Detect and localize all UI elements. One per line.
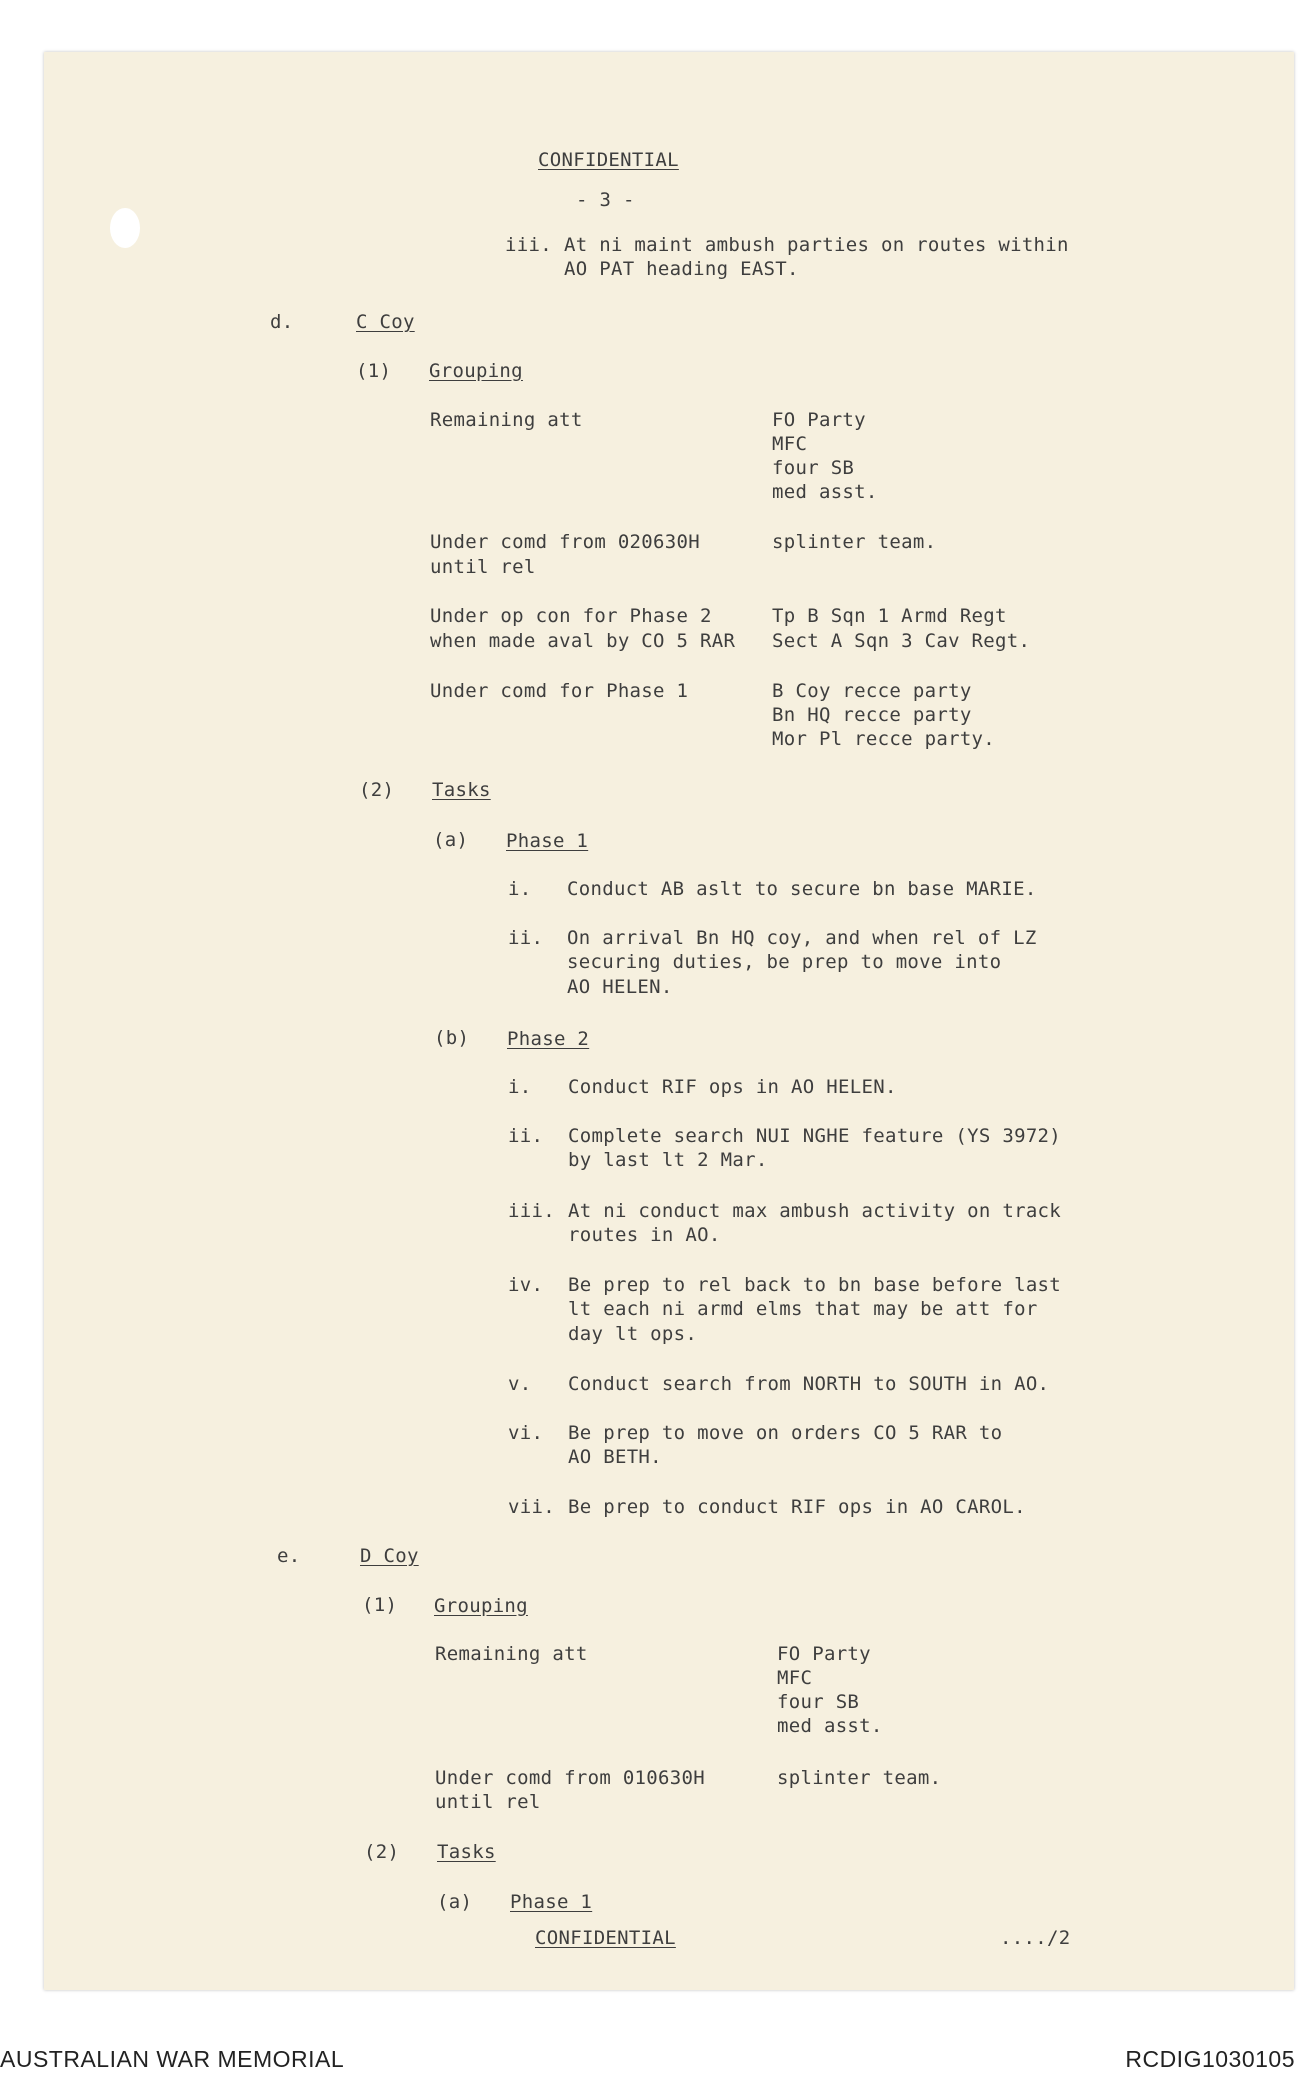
item-number: vii. — [508, 1496, 555, 1518]
grouping-label: Under comd from 010630H — [435, 1767, 705, 1789]
phase-title: Phase 2 — [507, 1028, 590, 1050]
item-number: iv. — [508, 1274, 544, 1296]
item-line: Complete search NUI NGHE feature (YS 3972) — [568, 1125, 1062, 1147]
grouping-value: MFC — [777, 1667, 813, 1689]
grouping-value: MFC — [772, 433, 808, 455]
subsection-title: Tasks — [437, 1841, 496, 1863]
item-number: iii. — [508, 1200, 555, 1222]
item-line: On arrival Bn HQ coy, and when rel of LZ — [567, 927, 1037, 949]
item-number: v. — [508, 1373, 532, 1395]
subsection-number: (2) — [359, 779, 395, 801]
grouping-label: Under comd from 020630H — [430, 531, 700, 553]
grouping-label: Under op con for Phase 2 — [430, 605, 712, 627]
grouping-value: Mor Pl recce party. — [772, 728, 996, 750]
item-number: iii. — [505, 234, 552, 256]
subsection-number: (2) — [364, 1841, 400, 1863]
subsection-number: (1) — [362, 1594, 398, 1616]
section-title: D Coy — [360, 1545, 419, 1567]
item-line: Conduct AB aslt to secure bn base MARIE. — [567, 878, 1037, 900]
item-line: AO BETH. — [568, 1446, 662, 1468]
item-number: i. — [508, 1076, 532, 1098]
phase-title: Phase 1 — [506, 830, 589, 852]
phase-number: (a) — [433, 829, 469, 851]
grouping-label: Remaining att — [435, 1643, 588, 1665]
grouping-label: until rel — [435, 1791, 541, 1813]
item-line: Conduct RIF ops in AO HELEN. — [568, 1076, 897, 1098]
phase-number: (a) — [437, 1891, 473, 1913]
item-line: lt each ni armd elms that may be att for — [568, 1298, 1038, 1320]
item-number: ii. — [508, 927, 544, 949]
grouping-value: FO Party — [772, 409, 866, 431]
item-line: AO HELEN. — [567, 976, 673, 998]
grouping-label: Remaining att — [430, 409, 583, 431]
grouping-label: until rel — [430, 556, 536, 578]
subsection-title: Grouping — [429, 360, 523, 382]
grouping-value: splinter team. — [772, 531, 937, 553]
grouping-value: med asst. — [777, 1715, 883, 1737]
item-line: Be prep to rel back to bn base before last — [568, 1274, 1062, 1296]
grouping-value: Sect A Sqn 3 Cav Regt. — [772, 630, 1031, 652]
punch-hole — [110, 208, 140, 248]
item-line: At ni conduct max ambush activity on track — [568, 1200, 1062, 1222]
item-line: by last lt 2 Mar. — [568, 1149, 768, 1171]
grouping-value: Bn HQ recce party — [772, 704, 972, 726]
item-number: ii. — [508, 1125, 544, 1147]
subsection-number: (1) — [356, 360, 392, 382]
grouping-value: splinter team. — [777, 1767, 942, 1789]
classification-footer: CONFIDENTIAL — [535, 1927, 676, 1949]
item-number: i. — [508, 878, 532, 900]
phase-number: (b) — [434, 1027, 470, 1049]
archive-credit: AUSTRALIAN WAR MEMORIAL — [0, 2046, 345, 2072]
item-line: Be prep to conduct RIF ops in AO CAROL. — [568, 1496, 1026, 1518]
grouping-value: four SB — [772, 457, 855, 479]
document-page — [44, 52, 1294, 1990]
subsection-title: Grouping — [434, 1595, 528, 1617]
continuation-mark: ..../2 — [1000, 1927, 1071, 1949]
subsection-title: Tasks — [432, 779, 491, 801]
item-line: Conduct search from NORTH to SOUTH in AO. — [568, 1373, 1050, 1395]
grouping-value: B Coy recce party — [772, 680, 972, 702]
item-line: Be prep to move on orders CO 5 RAR to — [568, 1422, 1003, 1444]
grouping-value: FO Party — [777, 1643, 871, 1665]
section-title: C Coy — [356, 311, 415, 333]
grouping-value: four SB — [777, 1691, 860, 1713]
grouping-value: med asst. — [772, 481, 878, 503]
item-line: day lt ops. — [568, 1323, 698, 1345]
archive-id: RCDIG1030105 — [1125, 2046, 1295, 2072]
classification-header: CONFIDENTIAL — [538, 149, 679, 171]
page-number: - 3 - — [576, 189, 635, 211]
item-line: At ni maint ambush parties on routes within — [564, 234, 1069, 256]
item-number: vi. — [508, 1422, 544, 1444]
section-letter: d. — [270, 311, 294, 333]
item-line: AO PAT heading EAST. — [564, 258, 799, 280]
section-letter: e. — [277, 1545, 301, 1567]
item-line: securing duties, be prep to move into — [567, 951, 1002, 973]
item-line: routes in AO. — [568, 1224, 721, 1246]
grouping-label: when made aval by CO 5 RAR — [430, 630, 736, 652]
grouping-value: Tp B Sqn 1 Armd Regt — [772, 605, 1007, 627]
phase-title: Phase 1 — [510, 1891, 593, 1913]
grouping-label: Under comd for Phase 1 — [430, 680, 689, 702]
